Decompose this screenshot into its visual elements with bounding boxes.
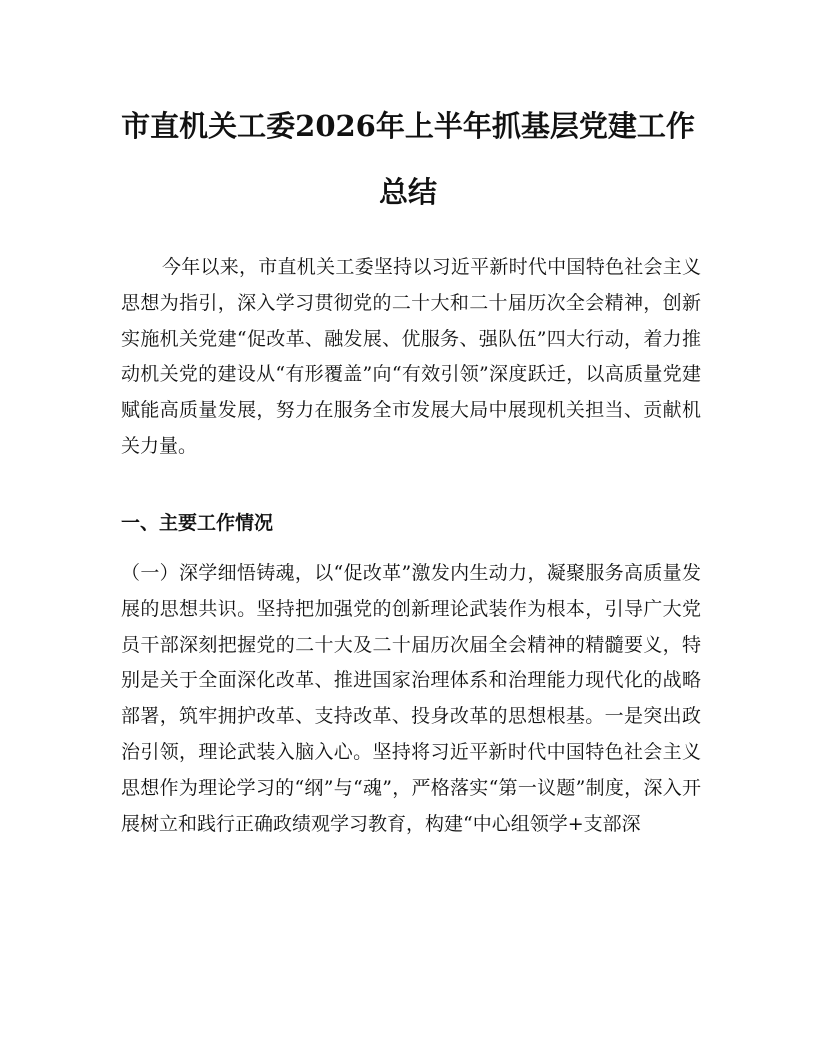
section-heading-main-work: 一、主要工作情况 <box>121 512 274 534</box>
document-title-line-1: 市直机关工委2026年上半年抓基层党建工作 <box>121 109 695 143</box>
subsection-paragraph-1: （一）深学细悟铸魂，以“促改革”激发内生动力，凝聚服务高质量发展的思想共识。坚持把加强党的创新理论武装作为根本，引导广大党员干部深刻把握党的二十大及二十届历次届全会精神的精髓要义，特别是关于全面深化改革、推进国家治理体系和治理能力现代化的战略部署，筑牢拥护改革、支持改革、投身改革的思想根基。一是突出政治引领，理论武装入脑入心。坚持将习近平新时代中国特色社会主义思想作为理论学习的“纲”与“魂”，严格落实“第一议题”制度，深入开展树立和践行正确政绩观学习教育，构建“中心组领学+支部深 <box>121 562 701 835</box>
intro-paragraph: 今年以来，市直机关工委坚持以习近平新时代中国特色社会主义思想为指引，深入学习贯彻党的二十大和二十届历次全会精神，创新实施机关党建“促改革、融发展、优服务、强队伍”四大行动，着力推动机关党的建设从“有形覆盖”向“有效引领”深度跃迁，以高质量党建赋能高质量发展，努力在服务全市发展大局中展现机关担当、贡献机关力量。 <box>121 256 701 457</box>
document-title-line-2: 总结 <box>378 175 437 209</box>
